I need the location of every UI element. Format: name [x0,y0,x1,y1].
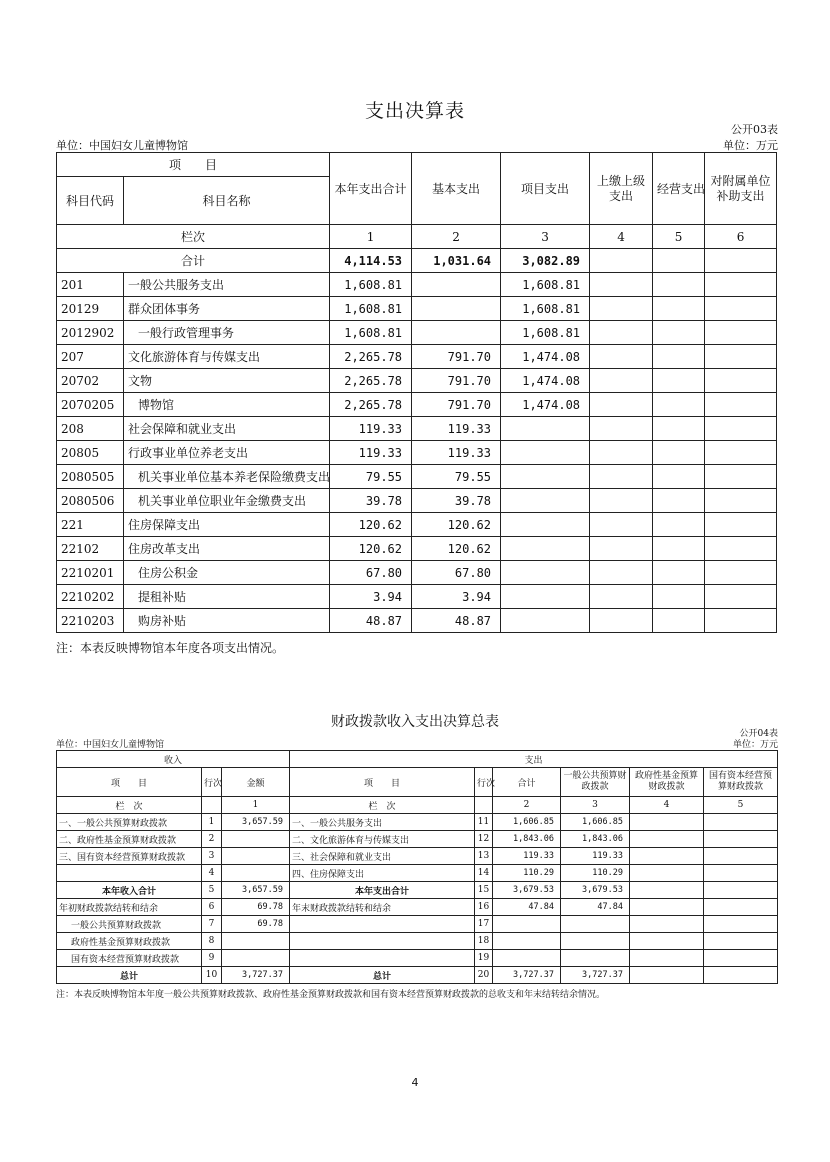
out-general: 3,679.53 [561,882,630,899]
out-total: 1,606.85 [493,814,561,831]
row-total: 1,608.81 [330,321,412,345]
row-code: 2210202 [57,585,124,609]
out-no: 12 [475,831,493,848]
row-basic: 67.80 [412,561,501,585]
out-item: 年末财政拨款结转和结余 [290,899,475,916]
in-item [57,865,202,882]
lanci-2: 2 [493,797,561,814]
row-basic: 791.70 [412,393,501,417]
out-total [493,916,561,933]
row-total: 1,608.81 [330,297,412,321]
row-name: 文化旅游体育与传媒支出 [124,345,330,369]
row-code: 2210203 [57,609,124,633]
lanci-2: 2 [412,225,501,249]
in-item: 二、政府性基金预算财政拨款 [57,831,202,848]
in-amount [222,831,290,848]
header-out-rownum: 行次 [475,768,493,797]
out-general: 1,606.85 [561,814,630,831]
row-code: 2080505 [57,465,124,489]
out-no: 16 [475,899,493,916]
row-name: 住房保障支出 [124,513,330,537]
in-amount [222,933,290,950]
lanci-5: 5 [653,225,705,249]
row-basic [412,321,501,345]
out-no: 18 [475,933,493,950]
out-no: 20 [475,967,493,984]
table-row [57,297,777,321]
lanci-out-label: 栏 次 [290,797,475,814]
out-no: 11 [475,814,493,831]
out-general: 1,843.06 [561,831,630,848]
in-amount [222,848,290,865]
in-item: 本年收入合计 [57,882,202,899]
header-col5: 经营支出 [653,153,705,225]
table-row [57,899,778,916]
row-total: 67.80 [330,561,412,585]
row-total: 39.78 [330,489,412,513]
row-project [501,513,590,537]
in-no: 4 [202,865,222,882]
header-income: 收入 [57,751,290,768]
out-general [561,950,630,967]
row-code: 2080506 [57,489,124,513]
out-no: 15 [475,882,493,899]
total-sum: 4,114.53 [330,249,412,273]
table-row [57,513,777,537]
row-name: 社会保障和就业支出 [124,417,330,441]
out-general [561,933,630,950]
in-item: 一般公共预算财政拨款 [57,916,202,933]
header-col4: 上缴上级支出 [590,153,653,225]
table1-unit-right: 单位：万元 [723,139,778,152]
row-total: 2,265.78 [330,369,412,393]
in-item: 国有资本经营预算财政拨款 [57,950,202,967]
row-project: 1,474.08 [501,345,590,369]
table1-unit-left: 单位：中国妇女儿童博物馆 [56,139,188,152]
header-col3: 项目支出 [501,153,590,225]
row-project [501,561,590,585]
table1-title: 支出决算表 [364,100,465,122]
header-expense: 支出 [290,751,778,768]
table-row [57,489,777,513]
table-row [57,831,778,848]
header-col2: 基本支出 [412,153,501,225]
out-no: 17 [475,916,493,933]
in-no: 10 [202,967,222,984]
table-row [57,369,777,393]
header-out-item: 项 目 [290,768,475,797]
row-code: 2070205 [57,393,124,417]
row-code: 208 [57,417,124,441]
row-total: 119.33 [330,441,412,465]
row-project [501,585,590,609]
table-row [57,609,777,633]
row-name: 博物馆 [124,393,330,417]
table-row [57,950,778,967]
table1-code: 公开03表 [731,123,778,136]
row-name: 提租补贴 [124,585,330,609]
row-total: 2,265.78 [330,393,412,417]
row-total: 2,265.78 [330,345,412,369]
table2-code: 公开04表 [739,729,778,739]
out-total: 119.33 [493,848,561,865]
header-in-amount: 金额 [222,768,290,797]
row-total: 48.87 [330,609,412,633]
out-total: 3,679.53 [493,882,561,899]
lanci-4: 4 [590,225,653,249]
in-amount: 3,657.59 [222,882,290,899]
header-out-total: 合计 [493,768,561,797]
row-basic: 79.55 [412,465,501,489]
table-row [57,465,777,489]
out-general: 47.84 [561,899,630,916]
out-total: 47.84 [493,899,561,916]
row-name: 住房公积金 [124,561,330,585]
row-basic: 791.70 [412,345,501,369]
in-no: 5 [202,882,222,899]
header-name: 科目名称 [124,177,330,225]
table-row [57,537,777,561]
table-row [57,933,778,950]
out-no: 13 [475,848,493,865]
in-item: 三、国有资本经营预算财政拨款 [57,848,202,865]
row-project [501,609,590,633]
row-code: 201 [57,273,124,297]
out-no: 19 [475,950,493,967]
row-project [501,441,590,465]
out-general: 3,727.37 [561,967,630,984]
header-gov-fund: 政府性基金预算财政拨款 [630,768,704,797]
in-no: 2 [202,831,222,848]
row-total: 120.62 [330,513,412,537]
out-general: 110.29 [561,865,630,882]
out-item: 四、住房保障支出 [290,865,475,882]
table2-title: 财政拨款收入支出决算总表 [331,714,499,730]
table2-unit-left: 单位：中国妇女儿童博物馆 [56,740,165,750]
out-item: 本年支出合计 [290,882,475,899]
in-amount: 69.78 [222,899,290,916]
header-col1: 本年支出合计 [330,153,412,225]
row-basic: 119.33 [412,417,501,441]
row-total: 3.94 [330,585,412,609]
in-amount: 69.78 [222,916,290,933]
table-row [57,585,777,609]
table-row [57,273,777,297]
in-amount: 3,657.59 [222,814,290,831]
lanci-3: 3 [561,797,630,814]
table-row [57,321,777,345]
total-basic: 1,031.64 [412,249,501,273]
out-total: 3,727.37 [493,967,561,984]
in-amount [222,950,290,967]
out-item: 二、文化旅游体育与传媒支出 [290,831,475,848]
out-total: 110.29 [493,865,561,882]
row-name: 文物 [124,369,330,393]
out-item [290,950,475,967]
in-no: 3 [202,848,222,865]
table-row [57,393,777,417]
in-item: 一、一般公共预算财政拨款 [57,814,202,831]
row-basic [412,297,501,321]
header-general: 一般公共预算财政拨款 [561,768,630,797]
out-item [290,933,475,950]
out-general [561,916,630,933]
row-project: 1,474.08 [501,369,590,393]
in-no: 9 [202,950,222,967]
row-basic: 120.62 [412,537,501,561]
row-total: 1,608.81 [330,273,412,297]
out-item [290,916,475,933]
row-code: 207 [57,345,124,369]
table-row [57,345,777,369]
row-code: 20129 [57,297,124,321]
in-item: 年初财政拨款结转和结余 [57,899,202,916]
row-total: 120.62 [330,537,412,561]
table-row [57,441,777,465]
header-col6: 对附属单位补助支出 [705,153,777,225]
row-basic: 119.33 [412,441,501,465]
header-item: 项 目 [57,153,330,177]
row-name: 机关事业单位职业年金缴费支出 [124,489,330,513]
row-code: 2210201 [57,561,124,585]
in-item: 政府性基金预算财政拨款 [57,933,202,950]
row-total: 119.33 [330,417,412,441]
row-code: 20805 [57,441,124,465]
lanci-6: 6 [705,225,777,249]
table-row [57,814,778,831]
row-code: 20702 [57,369,124,393]
row-project: 1,608.81 [501,297,590,321]
lanci-5: 5 [704,797,778,814]
total-project: 3,082.89 [501,249,590,273]
grand-total-row [57,967,778,984]
out-total: 1,843.06 [493,831,561,848]
row-name: 一般行政管理事务 [124,321,330,345]
header-state-capital: 国有资本经营预算财政拨款 [704,768,778,797]
row-project: 1,608.81 [501,273,590,297]
row-name: 群众团体事务 [124,297,330,321]
row-total: 79.55 [330,465,412,489]
header-code: 科目代码 [57,177,124,225]
out-item: 一、一般公共服务支出 [290,814,475,831]
out-no: 14 [475,865,493,882]
table2-note: 注：本表反映博物馆本年度一般公共预算财政拨款、政府性基金预算财政拨款和国有资本经营预算财政拨款的总收支和年末结转结余情况。 [56,990,606,1000]
out-item: 三、社会保障和就业支出 [290,848,475,865]
row-project: 1,474.08 [501,393,590,417]
out-total [493,933,561,950]
row-code: 2012902 [57,321,124,345]
table-row [57,417,777,441]
row-code: 22102 [57,537,124,561]
lanci-3: 3 [501,225,590,249]
row-name: 行政事业单位养老支出 [124,441,330,465]
out-general: 119.33 [561,848,630,865]
table-row [57,561,777,585]
lanci-in-label: 栏 次 [57,797,202,814]
out-item: 总计 [290,967,475,984]
row-project [501,417,590,441]
row-name: 机关事业单位基本养老保险缴费支出 [124,465,330,489]
row-name: 一般公共服务支出 [124,273,330,297]
row-basic: 39.78 [412,489,501,513]
total-label: 合计 [57,249,330,273]
in-amount [222,865,290,882]
table-row [57,848,778,865]
in-no: 7 [202,916,222,933]
lanci-4: 4 [630,797,704,814]
row-name: 住房改革支出 [124,537,330,561]
row-basic: 3.94 [412,585,501,609]
row-basic [412,273,501,297]
row-project [501,537,590,561]
in-no: 6 [202,899,222,916]
expenditure-table [56,152,777,633]
table-row [57,865,778,882]
row-project: 1,608.81 [501,321,590,345]
in-no: 8 [202,933,222,950]
lanci-label: 栏次 [57,225,330,249]
table1-note: 注：本表反映博物馆本年度各项支出情况。 [56,641,285,655]
in-item: 总计 [57,967,202,984]
row-basic: 120.62 [412,513,501,537]
lanci-1: 1 [330,225,412,249]
in-no: 1 [202,814,222,831]
in-amount: 3,727.37 [222,967,290,984]
page-number: 4 [411,1076,419,1089]
row-project [501,489,590,513]
fiscal-appropriation-table [56,750,778,984]
table-row [57,916,778,933]
header-in-item: 项 目 [57,768,202,797]
row-basic: 791.70 [412,369,501,393]
row-name: 购房补贴 [124,609,330,633]
header-in-rownum: 行次 [202,768,222,797]
table2-unit-right: 单位：万元 [732,740,778,750]
year-total-row [57,882,778,899]
row-project [501,465,590,489]
out-total [493,950,561,967]
lanci-1: 1 [222,797,290,814]
row-basic: 48.87 [412,609,501,633]
row-code: 221 [57,513,124,537]
